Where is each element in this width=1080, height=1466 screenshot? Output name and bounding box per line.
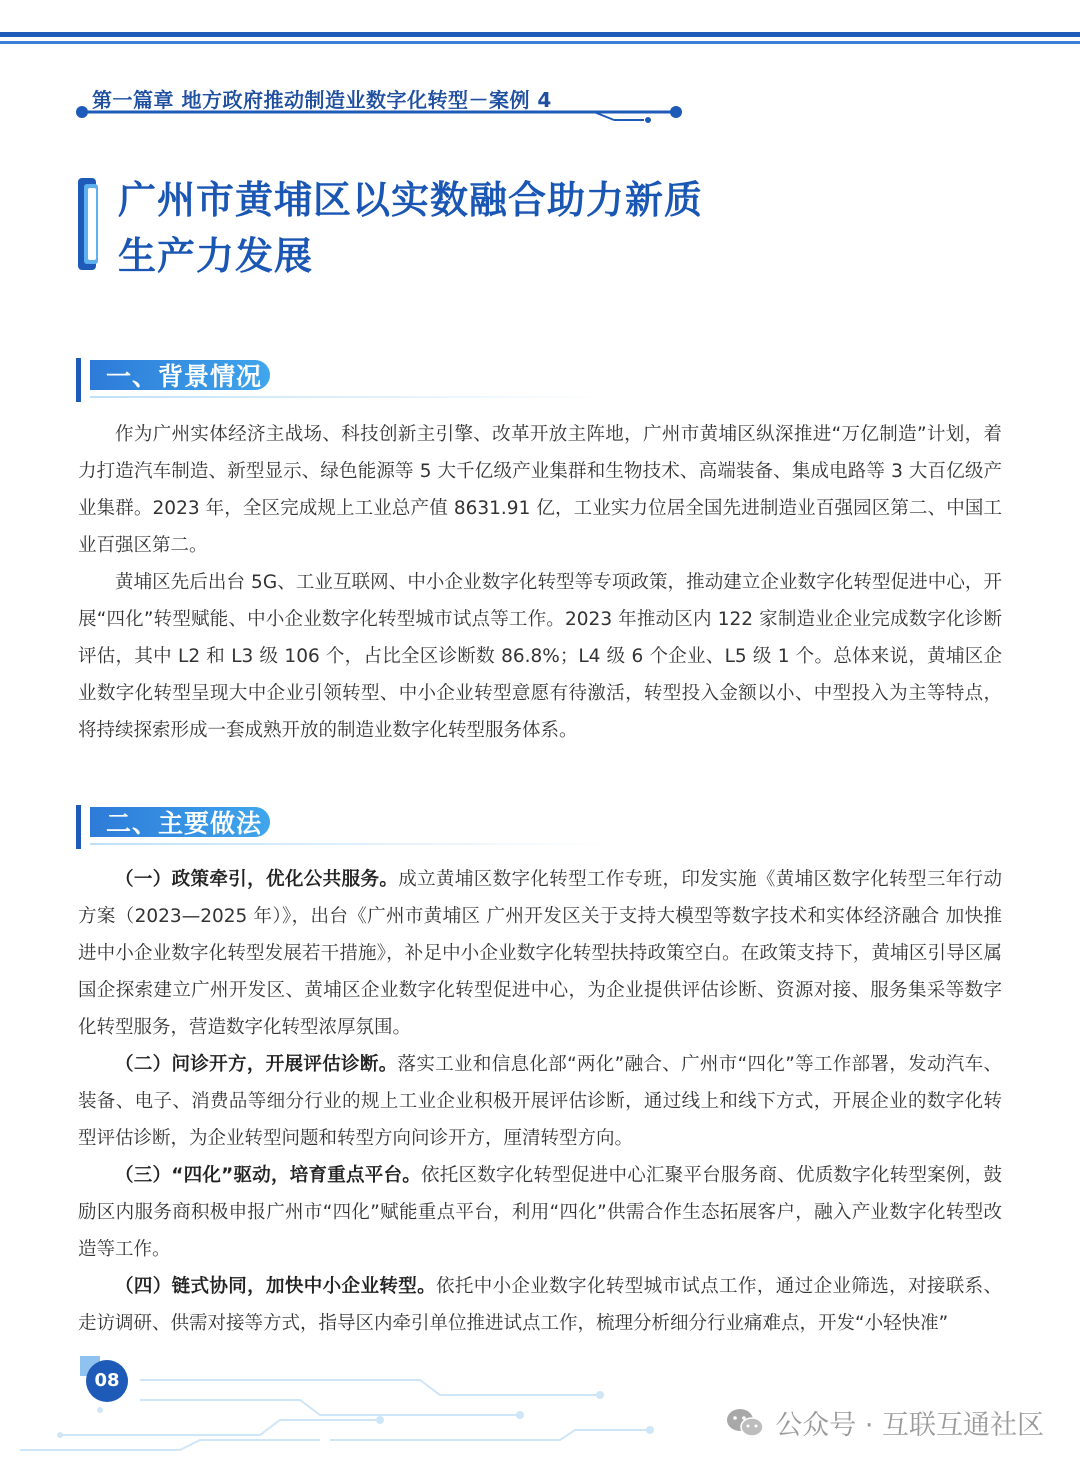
title-line-1: 广州市黄埔区以实数融合助力新质 xyxy=(118,178,704,222)
section-heading-label: 一、背景情况 xyxy=(106,362,263,391)
page-number: 08 xyxy=(86,1360,128,1402)
item-text: 依托中小企业数字化转型城市试点工作，通过企业筛选，对接联系、走访调研、供需对接等方式，指导区内牵引单位推进试点工作，梳理分析细分行业痛难点，开发“小轻快准” xyxy=(78,1276,1002,1334)
item-lead: （三）“四化”驱动，培育重点平台。 xyxy=(115,1165,422,1186)
title-line-2: 生产力发展 xyxy=(118,234,314,278)
paragraph: 作为广州实体经济主战场、科技创新主引擎、改革开放主阵地，广州市黄埔区纵深推进“万亿制造”计划，着力打造汽车制造、新型显示、绿色能源等 5 大千亿级产业集群和生物技术、高端装备、集成电路等 3 大百亿级产业集群。2023 年，全区完成规上工业总产值 8631.91 亿，工业实力位居全国先进制造业百强园区第二、中国工业百强区第二。 xyxy=(78,424,1002,556)
list-item xyxy=(78,1046,1002,1157)
item-text: 落实工业和信息化部“两化”融合、广州市“四化”等工作部署，发动汽车、装备、电子、消费品等细分行业的规上工业企业积极开展评估诊断，通过线上和线下方式，开展企业的数字化转型评估诊断，为企业转型问题和转型方向问诊开方，厘清转型方向。 xyxy=(78,1054,1002,1149)
paragraph: 黄埔区先后出台 5G、工业互联网、中小企业数字化转型等专项政策，推动建立企业数字化转型促进中心，开展“四化”转型赋能、中小企业数字化转型城市试点等工作。2023 年推动区内 122 家制造业企业完成数字化诊断评估，其中 L2 和 L3 级 106 个，占比全区诊断数 86.8%；L4 级 6 个企业、L5 级 1 个。总体来说，黄埔区企业数字化转型呈现大中企业引领转型、中小企业转型意愿有待激活，转型投入金额以小、中型投入为主等特点，将持续探索形成一套成熟开放的制造业数字化转型服务体系。 xyxy=(78,572,1002,741)
list-item xyxy=(78,1268,1002,1342)
item-lead: （二）问诊开方，开展评估诊断。 xyxy=(115,1054,398,1075)
title-accent-bar xyxy=(78,178,102,270)
item-lead: （四）链式协同，加快中小企业转型。 xyxy=(115,1276,436,1297)
item-text: 成立黄埔区数字化转型工作专班，印发实施《黄埔区数字化转型三年行动方案（2023—2025 年）》，出台《广州市黄埔区 广州开发区关于支持大模型等数字技术和实体经济融合 加快推进中小企业数字化转型发展若干措施》，补足中小企业数字化转型扶持政策空白。在政策支持下，黄埔区引导区属国企探索建立广州开发区、黄埔区企业数字化转型促进中心，为企业提供评估诊断、资源对接、服务集采等数字化转型服务，营造数字化转型浓厚氛围。 xyxy=(78,869,1002,1038)
watermark xyxy=(725,1403,1044,1442)
chapter-header: 第一篇章 地方政府推动制造业数字化转型－案例 4 xyxy=(92,88,552,112)
top-decorative-stripes xyxy=(0,32,1080,48)
list-item xyxy=(78,1157,1002,1268)
section-2-body xyxy=(78,861,1002,1342)
section-heading-label: 二、主要做法 xyxy=(106,809,263,838)
section-heading-2 xyxy=(76,803,636,853)
chapter-underline-decoration xyxy=(74,100,694,130)
item-text: 依托区数字化转型促进中心汇聚平台服务商、优质数字化转型案例，鼓励区内服务商积极申报广州市“四化”赋能重点平台，利用“四化”供需合作生态拓展客户，融入产业数字化转型改造等工作。 xyxy=(78,1165,1002,1260)
list-item xyxy=(78,861,1002,1046)
wechat-icon xyxy=(725,1407,765,1439)
section-1-body xyxy=(78,416,1002,749)
top-stripe-thick xyxy=(0,32,1080,37)
item-lead: （一）政策牵引，优化公共服务。 xyxy=(115,869,399,890)
section-heading-1 xyxy=(76,356,636,406)
top-stripe-thin xyxy=(0,41,1080,44)
page-title xyxy=(118,172,703,284)
watermark-text: 公众号 · 互联互通社区 xyxy=(775,1410,1044,1441)
